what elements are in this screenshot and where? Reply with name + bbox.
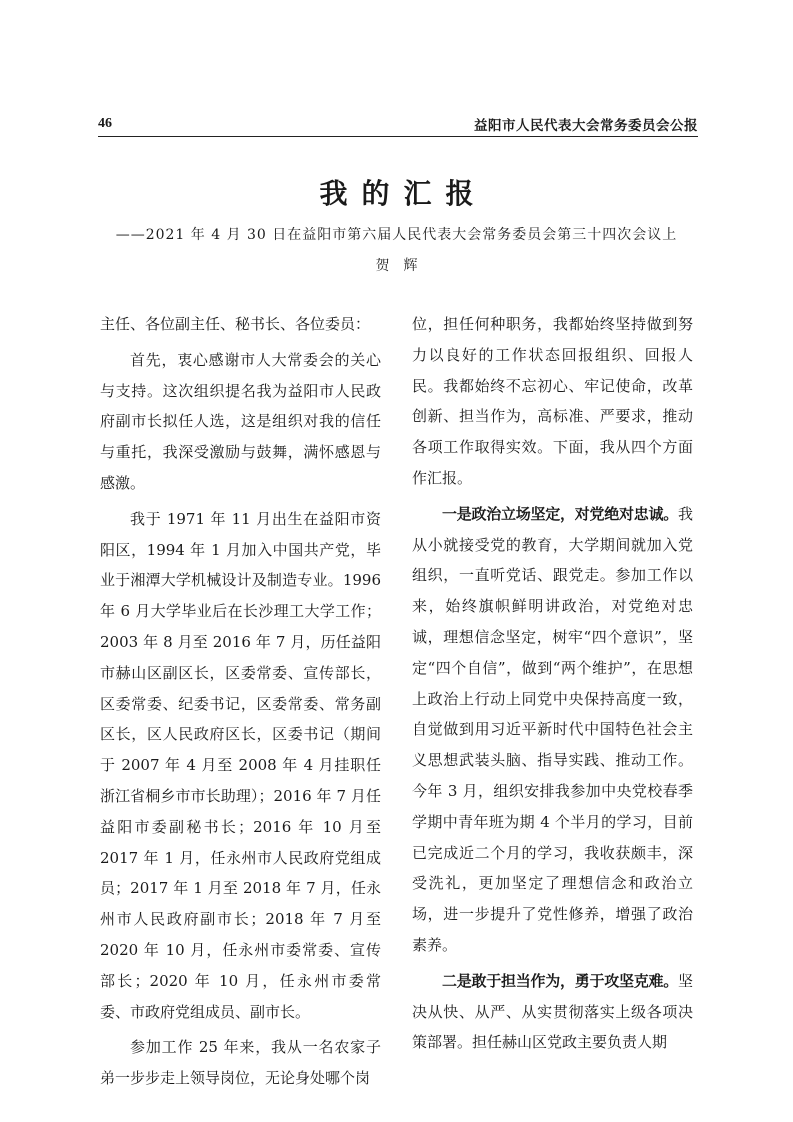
body-paragraph: 参加工作 25 年来，我从一名农家子弟一步步走上领导岗位，无论身处哪个岗 <box>100 1038 381 1088</box>
body-paragraph <box>412 499 693 961</box>
salutation-paragraph: 主任、各位副主任、秘书长、各位委员： <box>100 315 371 333</box>
journal-title: 益阳市人民代表大会常务委员会公报 <box>474 118 698 134</box>
body-paragraph <box>412 966 693 1058</box>
section-text: 坚决从快、从严、从实贯彻落实上级各项决策部署。担任赫山区党政主要负责人期 <box>412 971 693 1052</box>
section-heading: 一是政治立场坚定，对党绝对忠诚。 <box>442 504 678 523</box>
right-column <box>412 309 693 1058</box>
header-divider <box>98 136 698 137</box>
body-paragraph: 首先，衷心感谢市人大常委会的关心与支持。这次组织提名我为益阳市人民政府副市长拟任人选，这是组织对我的信任与重托，我深受激励与鼓舞，满怀感恩与感激。 <box>100 350 381 492</box>
page-header <box>98 112 698 134</box>
body-paragraph: 我于 1971 年 11 月出生在益阳市资阳区，1994 年 1 月加入中国共产党，毕业于湘潭大学机械设计及制造专业。1996 年 6 月大学毕业后在长沙理工大学工作；2003 年 8 月至 2016 年 7 月，历任益阳市赫山区副区长，区委常委、宣传部长，区委常委、纪委书记，区委常委、常务副区长，区人民政府区长，区委书记（期间于 2007 年 4 月至 2008 年 4 月挂职任浙江省桐乡市市长助理）；2016 年 7 月任益阳市委副秘书长；2016 年 10 月至 2017 年 1 月，任永州市人民政府党组成员；2017 年 1 月至 2018 年 7 月，任永州市人民政府副市长；2018 年 7 月至 2020 年 10 月，任永州市委常委、宣传部长；2020 年 10 月，任永州市委常委、市政府党组成员、副市长。 <box>100 509 381 1021</box>
article-subtitle: ——2021 年 4 月 30 日在益阳市第六届人民代表大会常务委员会第三十四次会议上 <box>115 227 678 243</box>
section-heading: 二是敢于担当作为，勇于攻坚克难。 <box>442 971 678 990</box>
article-title: 我的汇报 <box>319 177 488 210</box>
page-number: 46 <box>98 116 112 131</box>
section-text: 我从小就接受党的教育，大学期间就加入党组织，一直听党话、跟党走。参加工作以来，始终旗帜鲜明讲政治，对党绝对忠诚，理想信念坚定，树牢“四个意识”，坚定“四个自信”，做到“两个维护”，在思想上政治上行动上同党中央保持高度一致，自觉做到用习近平新时代中国特色社会主义思想武装头脑、指导实践、推动工作。今年 3 月，组织安排我参加中央党校春季学期中青年班为期 4 个半月的学习，目前已完成近二个月的学习，我收获颇丰，深受洗礼，更加坚定了理想信念和政治立场，进一步提升了党性修养，增强了政治素养。 <box>412 504 693 954</box>
article-author: 贺辉 <box>375 258 432 274</box>
left-column <box>100 309 381 1094</box>
body-paragraph: 位，担任何种职务，我都始终坚持做到努力以良好的工作状态回报组织、回报人民。我都始终不忘初心、牢记使命，改革创新、担当作为，高标准、严要求，推动各项工作取得实效。下面，我从四个方面作汇报。 <box>412 315 693 487</box>
